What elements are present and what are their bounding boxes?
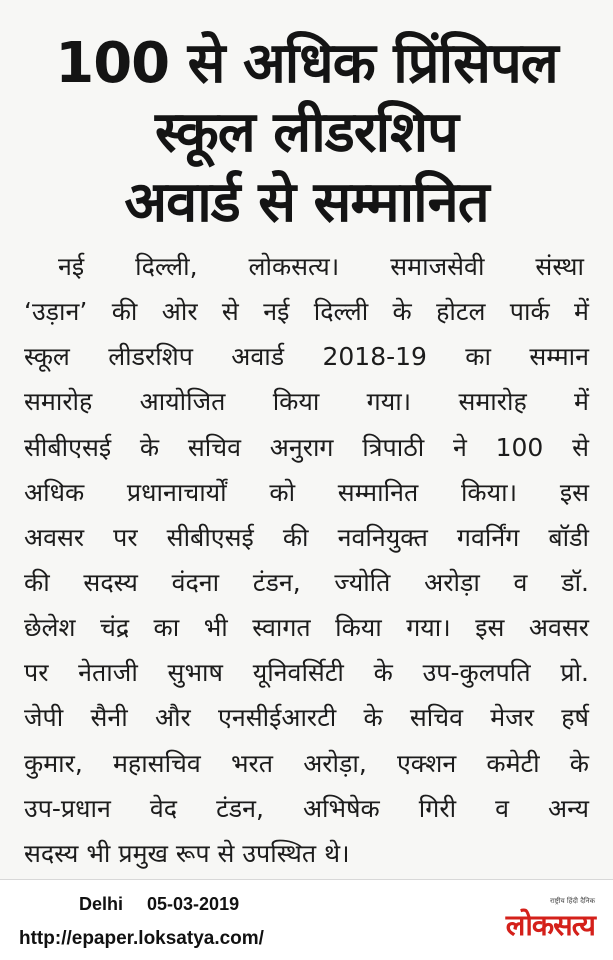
body-line: ‘उड़ान’ की ओर से नई दिल्ली के होटल पार्क में: [24, 297, 589, 326]
body-line: अवसर पर सीबीएसई की नवनियुक्त गवर्निंग बॉडी: [24, 523, 589, 552]
body-line: कुमार, महासचिव भरत अरोड़ा, एक्शन कमेटी के: [24, 749, 589, 778]
publication-date: 05-03-2019: [147, 894, 240, 914]
headline-line-3: अवार्ड से सम्मानित: [124, 170, 489, 235]
logo-wordmark: लोकसत्य: [505, 908, 595, 942]
loksatya-logo: [473, 897, 595, 941]
headline-line-2: स्कूल लीडरशिप: [155, 100, 458, 165]
edition-label: Delhi: [79, 894, 124, 914]
body-line: उप-प्रधान वेद टंडन, अभिषेक गिरी व अन्य: [24, 794, 589, 823]
body-line: स्कूल लीडरशिप अवार्ड 2018-19 का सम्मान: [24, 342, 589, 371]
body-line: सदस्य भी प्रमुख रूप से उपस्थित थे।: [24, 839, 350, 868]
body-line: समारोह आयोजित किया गया। समारोह में: [24, 387, 589, 416]
dateline: [79, 894, 239, 915]
body-line: छेलेश चंद्र का भी स्वागत किया गया। इस अवसर: [24, 613, 589, 642]
logo-tagline: राष्ट्रीय हिंदी दैनिक: [550, 897, 595, 905]
body-line: की सदस्य वंदना टंडन, ज्योति अरोड़ा व डॉ.: [24, 568, 589, 597]
body-line: नई दिल्ली, लोकसत्य। समाजसेवी संस्था: [58, 252, 584, 281]
body-line: जेपी सैनी और एनसीईआरटी के सचिव मेजर हर्ष: [24, 703, 589, 732]
body-line: अधिक प्रधानाचार्यों को सम्मानित किया। इस: [24, 478, 589, 507]
headline-line-1: 100 से अधिक प्रिंसिपल: [55, 31, 558, 96]
body-line: सीबीएसई के सचिव अनुराग त्रिपाठी ने 100 से: [24, 433, 589, 462]
epaper-url-link[interactable]: http://epaper.loksatya.com/: [19, 928, 264, 949]
body-line: पर नेताजी सुभाष यूनिवर्सिटी के उप-कुलपति प्रो.: [24, 658, 589, 687]
